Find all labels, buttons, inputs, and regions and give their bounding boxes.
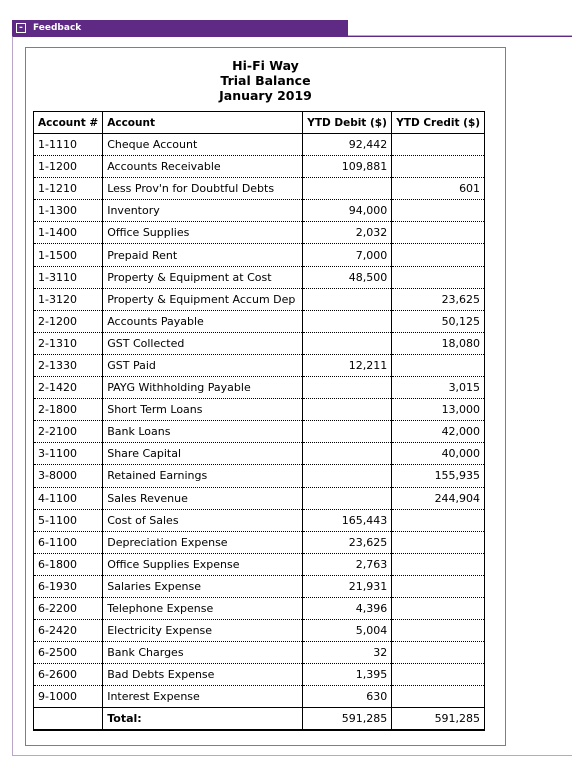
account-name-cell: Less Prov'n for Doubtful Debts (103, 178, 303, 200)
trial-balance-panel (25, 47, 506, 746)
account-name-cell: Office Supplies Expense (103, 553, 303, 575)
account-number-cell: 2-1420 (34, 377, 103, 399)
account-name-cell: Cheque Account (103, 134, 303, 156)
table-row (34, 597, 485, 619)
header-ytd-credit: YTD Credit ($) (392, 112, 485, 134)
ytd-credit-cell: 23,625 (392, 288, 485, 310)
table-row (34, 377, 485, 399)
table-row (34, 664, 485, 686)
ytd-credit-cell (392, 134, 485, 156)
ytd-credit-cell: 18,080 (392, 332, 485, 354)
ytd-credit-cell (392, 156, 485, 178)
table-row (34, 399, 485, 421)
ytd-credit-cell (392, 266, 485, 288)
account-number-cell: 2-1200 (34, 310, 103, 332)
ytd-credit-cell (392, 200, 485, 222)
feedback-tab-label: Feedback (33, 23, 82, 33)
table-row (34, 244, 485, 266)
report-name: Trial Balance (220, 73, 311, 88)
table-row (34, 443, 485, 465)
table-row (34, 266, 485, 288)
account-name-cell: Salaries Expense (103, 575, 303, 597)
ytd-debit-cell: 630 (303, 686, 392, 708)
account-number-cell: 1-1400 (34, 222, 103, 244)
ytd-debit-cell: 5,004 (303, 620, 392, 642)
account-number-cell: 2-1330 (34, 354, 103, 376)
table-body (34, 134, 485, 708)
account-name-cell: Property & Equipment at Cost (103, 266, 303, 288)
ytd-credit-cell (392, 664, 485, 686)
total-debit: 591,285 (303, 708, 392, 730)
table-row (34, 531, 485, 553)
table-row (34, 310, 485, 332)
ytd-debit-cell (303, 377, 392, 399)
table-row (34, 487, 485, 509)
account-number-cell: 6-2200 (34, 597, 103, 619)
ytd-debit-cell: 92,442 (303, 134, 392, 156)
total-account-number (34, 708, 103, 730)
ytd-credit-cell (392, 553, 485, 575)
company-name: Hi-Fi Way (232, 58, 299, 73)
ytd-debit-cell: 2,032 (303, 222, 392, 244)
account-name-cell: Inventory (103, 200, 303, 222)
account-number-cell: 1-3120 (34, 288, 103, 310)
ytd-credit-cell (392, 509, 485, 531)
account-number-cell: 1-1200 (34, 156, 103, 178)
account-name-cell: Cost of Sales (103, 509, 303, 531)
account-number-cell: 6-2500 (34, 642, 103, 664)
ytd-debit-cell: 7,000 (303, 244, 392, 266)
table-row (34, 222, 485, 244)
table-row (34, 553, 485, 575)
trial-balance-table (33, 111, 485, 731)
account-number-cell: 1-1300 (34, 200, 103, 222)
account-name-cell: Bank Charges (103, 642, 303, 664)
header-account: Account (103, 112, 303, 134)
table-row (34, 575, 485, 597)
header-ytd-debit: YTD Debit ($) (303, 112, 392, 134)
ytd-credit-cell (392, 222, 485, 244)
ytd-debit-cell: 12,211 (303, 354, 392, 376)
table-row (34, 642, 485, 664)
ytd-debit-cell (303, 421, 392, 443)
account-name-cell: Retained Earnings (103, 465, 303, 487)
ytd-credit-cell (392, 686, 485, 708)
table-row (34, 288, 485, 310)
total-row (34, 708, 485, 730)
ytd-credit-cell (392, 620, 485, 642)
table-row (34, 421, 485, 443)
account-number-cell: 1-1500 (34, 244, 103, 266)
account-name-cell: Accounts Payable (103, 310, 303, 332)
account-number-cell: 2-1800 (34, 399, 103, 421)
account-name-cell: GST Paid (103, 354, 303, 376)
ytd-credit-cell (392, 531, 485, 553)
ytd-credit-cell (392, 354, 485, 376)
account-name-cell: Property & Equipment Accum Dep (103, 288, 303, 310)
account-number-cell: 3-8000 (34, 465, 103, 487)
account-number-cell: 3-1100 (34, 443, 103, 465)
collapse-toggle-icon[interactable]: - (16, 23, 26, 33)
account-name-cell: Sales Revenue (103, 487, 303, 509)
ytd-debit-cell (303, 310, 392, 332)
table-row (34, 465, 485, 487)
header-account-number: Account # (34, 112, 103, 134)
ytd-credit-cell (392, 597, 485, 619)
ytd-credit-cell: 42,000 (392, 421, 485, 443)
account-number-cell: 1-3110 (34, 266, 103, 288)
ytd-debit-cell: 2,763 (303, 553, 392, 575)
ytd-credit-cell (392, 575, 485, 597)
account-number-cell: 6-2600 (34, 664, 103, 686)
account-name-cell: Electricity Expense (103, 620, 303, 642)
account-name-cell: Accounts Receivable (103, 156, 303, 178)
ytd-debit-cell: 32 (303, 642, 392, 664)
account-number-cell: 5-1100 (34, 509, 103, 531)
table-header-row (34, 112, 485, 134)
table-row (34, 178, 485, 200)
ytd-credit-cell (392, 244, 485, 266)
ytd-debit-cell (303, 443, 392, 465)
account-number-cell: 6-1800 (34, 553, 103, 575)
account-name-cell: Prepaid Rent (103, 244, 303, 266)
account-name-cell: Short Term Loans (103, 399, 303, 421)
account-number-cell: 6-2420 (34, 620, 103, 642)
ytd-credit-cell: 244,904 (392, 487, 485, 509)
ytd-debit-cell (303, 465, 392, 487)
report-period: January 2019 (219, 88, 312, 103)
ytd-credit-cell: 601 (392, 178, 485, 200)
account-name-cell: Share Capital (103, 443, 303, 465)
table-row (34, 200, 485, 222)
account-name-cell: GST Collected (103, 332, 303, 354)
account-number-cell: 2-2100 (34, 421, 103, 443)
account-name-cell: Depreciation Expense (103, 531, 303, 553)
ytd-credit-cell: 40,000 (392, 443, 485, 465)
ytd-debit-cell: 21,931 (303, 575, 392, 597)
table-row (34, 354, 485, 376)
total-credit: 591,285 (392, 708, 485, 730)
table-row (34, 686, 485, 708)
total-label: Total: (103, 708, 303, 730)
table-row (34, 134, 485, 156)
account-number-cell: 1-1210 (34, 178, 103, 200)
ytd-debit-cell: 109,881 (303, 156, 392, 178)
table-row (34, 156, 485, 178)
account-name-cell: PAYG Withholding Payable (103, 377, 303, 399)
account-number-cell: 6-1930 (34, 575, 103, 597)
ytd-debit-cell (303, 178, 392, 200)
ytd-credit-cell: 3,015 (392, 377, 485, 399)
account-name-cell: Bad Debts Expense (103, 664, 303, 686)
ytd-credit-cell: 155,935 (392, 465, 485, 487)
account-number-cell: 1-1110 (34, 134, 103, 156)
account-number-cell: 4-1100 (34, 487, 103, 509)
report-title (26, 58, 505, 103)
ytd-debit-cell: 4,396 (303, 597, 392, 619)
table-row (34, 620, 485, 642)
ytd-debit-cell (303, 399, 392, 421)
ytd-credit-cell: 13,000 (392, 399, 485, 421)
account-name-cell: Office Supplies (103, 222, 303, 244)
feedback-tab[interactable] (12, 20, 348, 36)
ytd-debit-cell: 23,625 (303, 531, 392, 553)
ytd-debit-cell: 48,500 (303, 266, 392, 288)
account-number-cell: 2-1310 (34, 332, 103, 354)
table-row (34, 509, 485, 531)
ytd-debit-cell (303, 487, 392, 509)
ytd-debit-cell (303, 288, 392, 310)
account-number-cell: 6-1100 (34, 531, 103, 553)
ytd-debit-cell: 1,395 (303, 664, 392, 686)
table-row (34, 332, 485, 354)
ytd-debit-cell: 94,000 (303, 200, 392, 222)
ytd-debit-cell (303, 332, 392, 354)
ytd-credit-cell (392, 642, 485, 664)
account-name-cell: Telephone Expense (103, 597, 303, 619)
ytd-debit-cell: 165,443 (303, 509, 392, 531)
account-name-cell: Bank Loans (103, 421, 303, 443)
account-number-cell: 9-1000 (34, 686, 103, 708)
ytd-credit-cell: 50,125 (392, 310, 485, 332)
account-name-cell: Interest Expense (103, 686, 303, 708)
